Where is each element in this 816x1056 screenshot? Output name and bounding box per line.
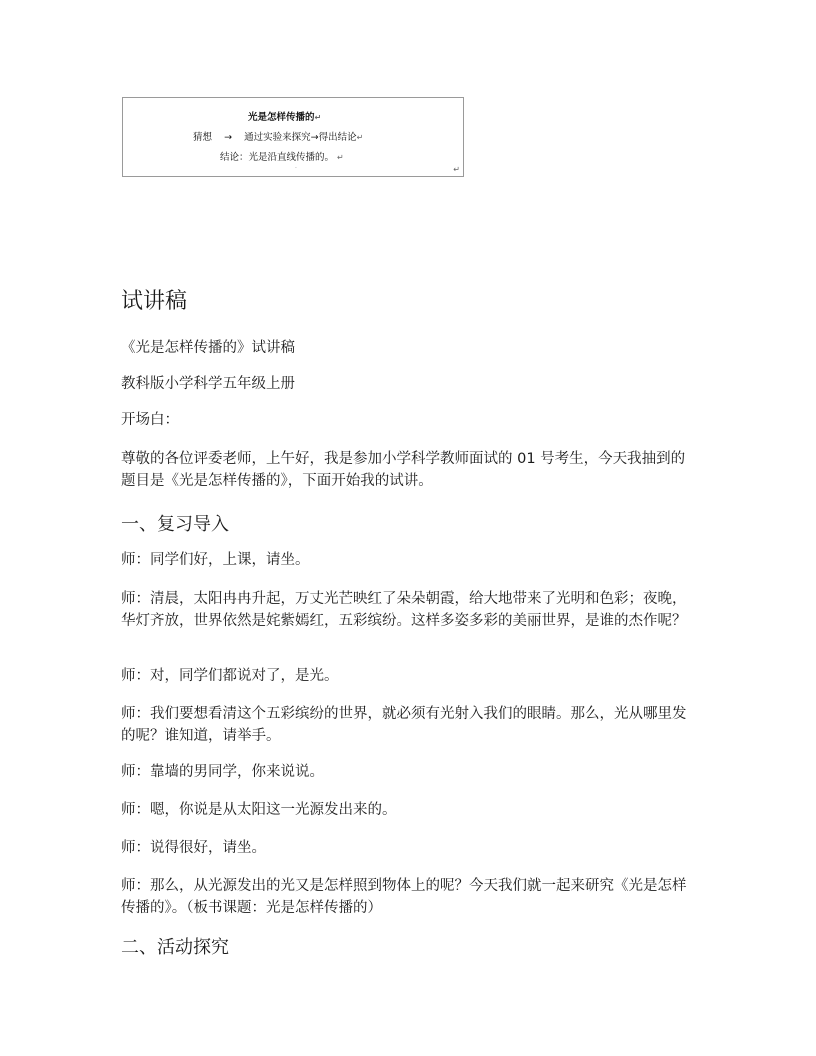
lesson-title: 《光是怎样传播的》试讲稿 xyxy=(121,340,295,356)
board-hypothesis-label: 猜想 xyxy=(193,132,213,143)
paragraph-mark-icon: ↵ xyxy=(453,165,460,174)
dialogue-line: 师：清晨，太阳冉冉升起，万丈光芒映红了朵朵朝霞，给大地带来了光明和色彩；夜晚，华灯齐放，世界依然是姹紫嫣红，五彩缤纷。这样多姿多彩的美丽世界，是谁的杰作呢？ xyxy=(121,591,687,629)
board-conclusion-row xyxy=(220,149,344,163)
textbook-edition: 教科版小学科学五年级上册 xyxy=(121,376,295,392)
paragraph-mark-icon: ↵ xyxy=(337,153,344,162)
board-conclusion-text: 结论：光是沿直线传播的。 xyxy=(220,152,335,163)
board-title xyxy=(248,109,321,123)
dialogue-line: 师：我们要想看清这个五彩缤纷的世界，就必须有光射入我们的眼睛。那么，光从哪里发的呢？谁知道，请举手。 xyxy=(121,706,687,744)
dialogue-line: 师：同学们好，上课，请坐。 xyxy=(121,552,310,568)
dialogue-line: 师：嗯，你说是从太阳这一光源发出来的。 xyxy=(121,802,397,818)
paragraph-mark-icon: ↵ xyxy=(314,113,322,122)
section-heading-activity: 二、活动探究 xyxy=(121,937,229,958)
board-hypothesis-text: 通过实验来探究→得出结论 xyxy=(244,132,357,143)
dialogue-line: 师：那么，从光源发出的光又是怎样照到物体上的呢？今天我们就一起来研究《光是怎样传播的》。（板书课题：光是怎样传播的） xyxy=(121,878,687,916)
board-writing-image xyxy=(122,97,464,177)
dot-mark: · xyxy=(295,165,297,172)
dialogue-line: 师：对，同学们都说对了，是光。 xyxy=(121,668,339,684)
dialogue-line: 师：靠墙的男同学，你来说说。 xyxy=(121,764,324,780)
arrow-icon: → xyxy=(224,132,233,143)
board-title-text: 光是怎样传播的 xyxy=(248,112,315,123)
board-hypothesis-row xyxy=(193,129,363,143)
opening-label: 开场白： xyxy=(121,412,179,428)
document-title: 试讲稿 xyxy=(121,289,188,314)
section-heading-review: 一、复习导入 xyxy=(121,514,229,535)
dialogue-line: 师：说得很好，请坐。 xyxy=(121,840,266,856)
paragraph-mark-icon: ↵ xyxy=(356,133,364,142)
opening-text: 尊敬的各位评委老师，上午好，我是参加小学科学教师面试的 01 号考生，今天我抽到的题目是《光是怎样传播的》，下面开始我的试讲。 xyxy=(121,451,686,489)
